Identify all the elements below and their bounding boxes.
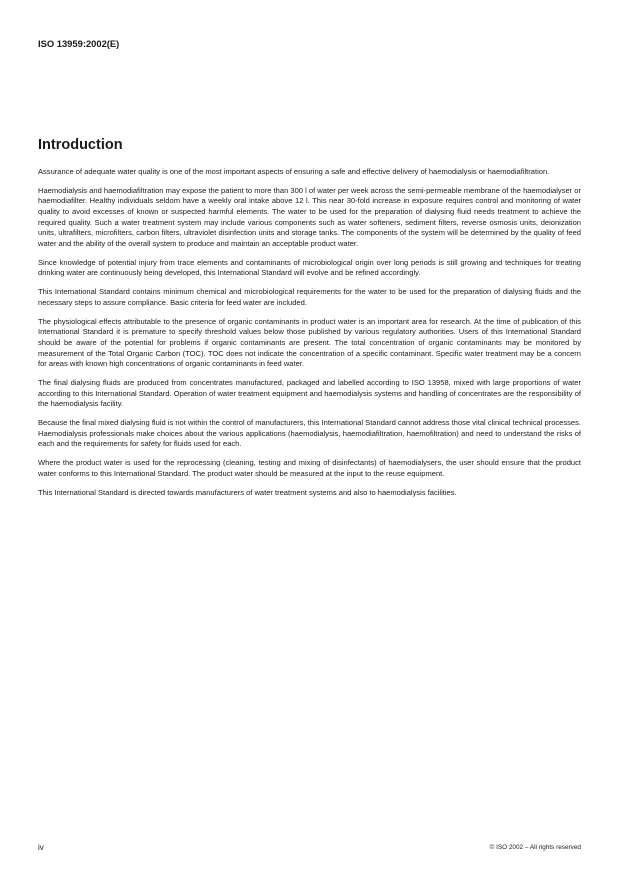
paragraph: Where the product water is used for the reprocessing (cleaning, testing and mixing of disinfectants) of haemodialysers, the user should ensure that the product water conforms to this International Standard. The product water should be measured at the input to the reuse equipment. (38, 458, 581, 478)
paragraph: Since knowledge of potential injury from trace elements and contaminants of microbiological origin over long periods is still growing and techniques for treating drinking water are continuously being developed, this International Standard will evolve and be refined accordingly. (38, 257, 581, 278)
paragraph: The physiological effects attributable to the presence of organic contaminants in product water is an important area for research. At the time of publication of this International Standard it is premature to specify threshold values below those published by various regulatory authorities. Users of this International Standard should be aware of the potential for problems if organic contaminants are present. The total concentration of organic contaminants may be monitored by measurement of the Total Organic Carbon (TOC). TOC does not indicate the concentration of a specific contaminant. Specific water treatment may be a concern for areas with known high concentrations of organic contaminants in feed water. (38, 316, 581, 369)
paragraph: Assurance of adequate water quality is one of the most important aspects of ensuring a safe and effective delivery of haemodialysis or haemodiafiltration. (38, 167, 550, 176)
paragraph: This International Standard is directed towards manufacturers of water treatment systems and also to haemodialysis facilities. (38, 487, 457, 497)
paragraph: The final dialysing fluids are produced from concentrates manufactured, packaged and labelled according to ISO 13958, mixed with large proportions of water according to this International Standard. Operation of water treatment equipment and haemodialysis systems and handling of concentrates are the responsibility of the haemodialysis facility. (38, 377, 581, 409)
page-number: iv (38, 843, 44, 852)
body-text (38, 167, 581, 507)
paragraph: Because the final mixed dialysing fluid is not within the control of manufacturers, this International Standard cannot address those vital clinical technical processes. Haemodialysis professionals make choices about the various applications (haemodialysis, haemodiafiltration, haemofiltration) and need to understand the risks of each and the requirements for safety for fluids used for each. (38, 418, 581, 449)
section-title: Introduction (38, 137, 123, 153)
paragraph: This International Standard contains minimum chemical and microbiological requirements for the water to be used for the preparation of dialysing fluids and the necessary steps to assure compliance. Basic criteria for feed water are included. (38, 287, 581, 307)
document-header: ISO 13959:2002(E) (38, 38, 120, 49)
copyright-notice: © ISO 2002 – All rights reserved (489, 844, 581, 851)
paragraph: Haemodialysis and haemodiafiltration may expose the patient to more than 300 l of water per week across the semi-permeable membrane of the haemodialyser or haemodiafilter. Healthy individuals seldom have a weekly oral intake above 12 l. This near 30-fold increase in exposure requires control and monitoring of water quality to avoid excesses of known or suspected harmful elements. The water to be used for the preparation of dialysing fluid needs treatment to achieve the required quality. Such a water treatment system may include various components such as water softeners, sediment filters, reverse osmosis units, deionization units, ultrafilters, microfilters, carbon filters, ultraviolet disinfection units and storage tanks. The components of the system will be determined by the quality of feed water and the ability of the overall system to produce and maintain an acceptable product water. (38, 185, 581, 248)
